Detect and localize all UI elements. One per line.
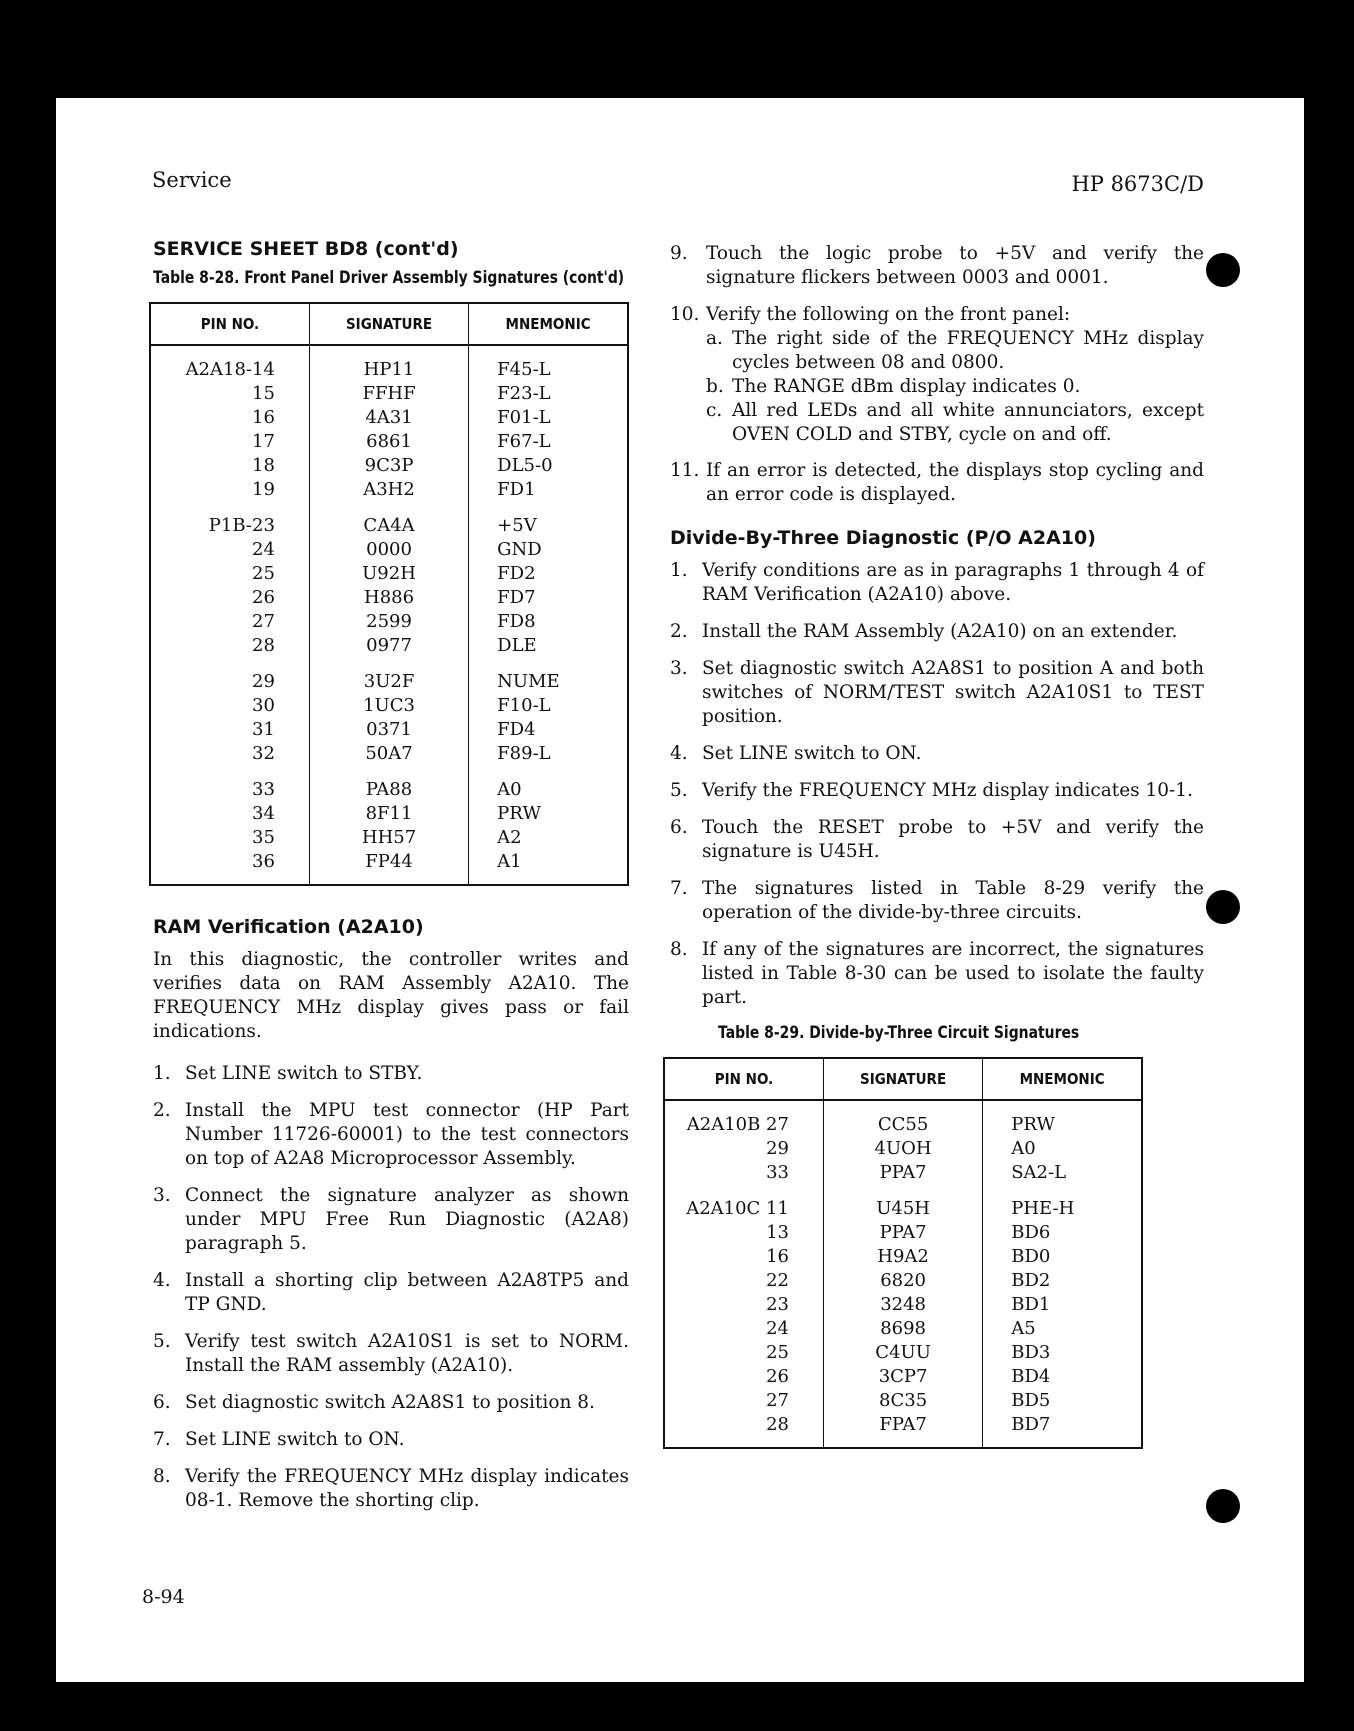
list-item: 1. Set LINE switch to STBY. xyxy=(153,1063,423,1084)
signature-cell: 2599 xyxy=(309,610,468,634)
pin-cell: 33 xyxy=(664,1161,823,1185)
signature-cell: 0977 xyxy=(309,634,468,658)
list-item: 9. Touch the logic probe to +5V and verify the signature flickers between 0003 and 0001. xyxy=(670,243,1204,288)
signature-cell: FFHF xyxy=(309,382,468,406)
signature-cell: U45H xyxy=(823,1197,982,1221)
pin-cell: 24 xyxy=(664,1317,823,1341)
list-item: 8. If any of the signatures are incorrect, the signatures listed in Table 8-30 can be used to isolate the faulty part. xyxy=(670,939,1204,1008)
pin-cell: 31 xyxy=(150,718,309,742)
pin-cell: 18 xyxy=(150,454,309,478)
signature-cell: 9C3P xyxy=(309,454,468,478)
punch-hole-mark xyxy=(1206,890,1240,924)
mnemonic-cell: F10-L xyxy=(497,695,551,716)
signature-cell: 6861 xyxy=(309,430,468,454)
mnemonic-cell: BD4 xyxy=(1011,1366,1051,1387)
list-item: 5. Verify test switch A2A10S1 is set to NORM. Install the RAM assembly (A2A10). xyxy=(153,1331,629,1376)
mnemonic-cell: +5V xyxy=(497,515,537,536)
table-row xyxy=(664,1317,1142,1341)
list-item: 10. Verify the following on the front panel: a. The right side of the FREQUENCY MHz display cycles between 08 and 0800. b. The RANGE dBm display indicates 0. c. All red LEDs and all white annunciators, except OVEN COLD and STBY, cycle on and off. xyxy=(670,304,1204,445)
list-item: 4. Set LINE switch to ON. xyxy=(670,743,922,764)
list-item: 1. Verify conditions are as in paragraphs 1 through 4 of RAM Verification (A2A10) above. xyxy=(670,560,1204,605)
mnemonic-cell: BD2 xyxy=(1011,1270,1051,1291)
table-row xyxy=(150,610,628,634)
divide-by-three-title: Divide-By-Three Diagnostic (P/O A2A10) xyxy=(670,527,1096,549)
col-header-signature: SIGNATURE xyxy=(309,303,468,345)
signature-cell: 3U2F xyxy=(309,670,468,694)
table-row xyxy=(664,1413,1142,1448)
ram-intro-paragraph: In this diagnostic, the controller writes and verifies data on RAM Assembly A2A10. The FREQUENCY MHz display gives pass or fail indications. xyxy=(153,949,629,1042)
table-row xyxy=(150,826,628,850)
table-row xyxy=(150,382,628,406)
list-item: 6. Set diagnostic switch A2A8S1 to position 8. xyxy=(153,1392,595,1413)
signature-cell: CA4A xyxy=(309,514,468,538)
signature-cell: U92H xyxy=(309,562,468,586)
list-item: 4. Install a shorting clip between A2A8TP5 and TP GND. xyxy=(153,1270,629,1315)
pin-cell: 15 xyxy=(150,382,309,406)
pin-cell: 32 xyxy=(150,742,309,766)
col-header-pin: PIN NO. xyxy=(664,1058,823,1100)
mnemonic-cell: FD4 xyxy=(497,719,536,740)
list-item: 11. If an error is detected, the displays stop cycling and an error code is displayed. xyxy=(670,460,1204,505)
page-number: 8-94 xyxy=(142,1586,185,1608)
table-row xyxy=(150,430,628,454)
table-8-29-caption: Table 8-29. Divide-by-Three Circuit Signatures xyxy=(718,1023,1080,1043)
pin-cell: A2A10C 11 xyxy=(664,1197,823,1221)
mnemonic-cell: A2 xyxy=(497,827,522,848)
step-10-sub-list xyxy=(706,327,1204,447)
col-header-mnemonic: MNEMONIC xyxy=(469,303,628,345)
pin-cell: P1B-23 xyxy=(150,514,309,538)
table-8-29 xyxy=(663,1057,1143,1449)
mnemonic-cell: A5 xyxy=(1011,1318,1036,1339)
pin-cell: 23 xyxy=(664,1293,823,1317)
pin-cell: 25 xyxy=(664,1341,823,1365)
signature-cell: 1UC3 xyxy=(309,694,468,718)
mnemonic-cell: FD1 xyxy=(497,479,536,500)
table-row xyxy=(664,1269,1142,1293)
mnemonic-cell: A1 xyxy=(497,851,522,872)
table-row xyxy=(150,478,628,502)
table-row xyxy=(664,1221,1142,1245)
table-row xyxy=(150,345,628,382)
pin-cell: 25 xyxy=(150,562,309,586)
signature-cell: PPA7 xyxy=(823,1221,982,1245)
col-header-signature: SIGNATURE xyxy=(823,1058,982,1100)
pin-cell: 24 xyxy=(150,538,309,562)
sub-item: b. The RANGE dBm display indicates 0. xyxy=(706,376,1081,397)
pin-cell: 27 xyxy=(664,1389,823,1413)
header-model: HP 8673C/D xyxy=(1071,172,1204,196)
signature-cell: 3248 xyxy=(823,1293,982,1317)
table-row xyxy=(664,1161,1142,1185)
signature-cell: 4UOH xyxy=(823,1137,982,1161)
pin-cell: 19 xyxy=(150,478,309,502)
row-spacer xyxy=(150,658,628,670)
mnemonic-cell: FD7 xyxy=(497,587,536,608)
table-row xyxy=(150,454,628,478)
pin-cell: 30 xyxy=(150,694,309,718)
signature-cell: 8698 xyxy=(823,1317,982,1341)
pin-cell: 26 xyxy=(150,586,309,610)
table-row xyxy=(150,850,628,885)
table-row xyxy=(150,670,628,694)
signature-cell: 50A7 xyxy=(309,742,468,766)
pin-cell: 22 xyxy=(664,1269,823,1293)
pin-cell: 34 xyxy=(150,802,309,826)
table-8-28-caption: Table 8-28. Front Panel Driver Assembly Signatures (cont'd) xyxy=(153,268,625,288)
pin-cell: 17 xyxy=(150,430,309,454)
table-row xyxy=(664,1341,1142,1365)
list-item: 3. Set diagnostic switch A2A8S1 to position A and both switches of NORM/TEST switch A2A10S1 to TEST position. xyxy=(670,658,1204,727)
sub-item: a. The right side of the FREQUENCY MHz display cycles between 08 and 0800. xyxy=(706,328,1204,373)
signature-cell: CC55 xyxy=(823,1100,982,1137)
list-item: 5. Verify the FREQUENCY MHz display indicates 10-1. xyxy=(670,780,1193,801)
mnemonic-cell: NUME xyxy=(497,671,560,692)
table-row xyxy=(150,802,628,826)
pin-cell: 27 xyxy=(150,610,309,634)
mnemonic-cell: SA2-L xyxy=(1011,1162,1067,1183)
punch-hole-mark xyxy=(1206,253,1240,287)
mnemonic-cell: FD2 xyxy=(497,563,536,584)
signature-cell: H886 xyxy=(309,586,468,610)
mnemonic-cell: DLE xyxy=(497,635,537,656)
table-8-28-body xyxy=(150,345,628,885)
signature-cell: HH57 xyxy=(309,826,468,850)
mnemonic-cell: PRW xyxy=(1011,1114,1055,1135)
list-item: 2. Install the MPU test connector (HP Part Number 11726-60001) to the test connectors on top of A2A8 Microprocessor Assembly. xyxy=(153,1100,629,1169)
list-item: 8. Verify the FREQUENCY MHz display indicates 08-1. Remove the shorting clip. xyxy=(153,1466,629,1511)
ram-steps-list xyxy=(153,1062,629,1513)
table-8-28 xyxy=(149,302,629,886)
ram-verification-title: RAM Verification (A2A10) xyxy=(153,916,424,938)
mnemonic-cell: BD3 xyxy=(1011,1342,1051,1363)
mnemonic-cell: F67-L xyxy=(497,431,551,452)
table-row xyxy=(664,1100,1142,1137)
table-row xyxy=(150,406,628,430)
row-spacer xyxy=(150,766,628,778)
table-row xyxy=(664,1365,1142,1389)
table-row xyxy=(150,742,628,766)
table-8-29-body xyxy=(664,1100,1142,1448)
mnemonic-cell: FD8 xyxy=(497,611,536,632)
table-row xyxy=(150,694,628,718)
row-spacer xyxy=(150,502,628,514)
signature-cell: PPA7 xyxy=(823,1161,982,1185)
mnemonic-cell: BD5 xyxy=(1011,1390,1051,1411)
row-spacer xyxy=(664,1185,1142,1197)
mnemonic-cell: BD7 xyxy=(1011,1414,1051,1435)
col-header-pin: PIN NO. xyxy=(150,303,309,345)
signature-cell: FPA7 xyxy=(823,1413,982,1448)
table-row xyxy=(150,514,628,538)
list-item: 2. Install the RAM Assembly (A2A10) on an extender. xyxy=(670,621,1178,642)
mnemonic-cell: BD1 xyxy=(1011,1294,1051,1315)
pin-cell: 28 xyxy=(664,1413,823,1448)
pin-cell: 29 xyxy=(664,1137,823,1161)
pin-cell: 28 xyxy=(150,634,309,658)
list-item: 7. Set LINE switch to ON. xyxy=(153,1429,405,1450)
service-sheet-title: SERVICE SHEET BD8 (cont'd) xyxy=(153,238,459,260)
table-row xyxy=(664,1245,1142,1269)
pin-cell: A2A10B 27 xyxy=(664,1100,823,1137)
pin-cell: 13 xyxy=(664,1221,823,1245)
pin-cell: 16 xyxy=(150,406,309,430)
mnemonic-cell: GND xyxy=(497,539,542,560)
signature-cell: 3CP7 xyxy=(823,1365,982,1389)
table-row xyxy=(664,1197,1142,1221)
col-header-mnemonic: MNEMONIC xyxy=(983,1058,1142,1100)
pin-cell: 16 xyxy=(664,1245,823,1269)
continued-steps-list xyxy=(670,242,1204,507)
mnemonic-cell: DL5-0 xyxy=(497,455,553,476)
table-row xyxy=(150,778,628,802)
signature-cell: H9A2 xyxy=(823,1245,982,1269)
punch-hole-mark xyxy=(1206,1489,1240,1523)
mnemonic-cell: PHE-H xyxy=(1011,1198,1075,1219)
sub-item: c. All red LEDs and all white annunciators, except OVEN COLD and STBY, cycle on and off. xyxy=(706,400,1204,445)
signature-cell: HP11 xyxy=(309,345,468,382)
signature-cell: FP44 xyxy=(309,850,468,885)
pin-cell: 29 xyxy=(150,670,309,694)
right-column xyxy=(670,242,1210,1449)
mnemonic-cell: A0 xyxy=(1011,1138,1036,1159)
mnemonic-cell: A0 xyxy=(497,779,522,800)
pin-cell: 35 xyxy=(150,826,309,850)
table-row xyxy=(664,1293,1142,1317)
signature-cell: A3H2 xyxy=(309,478,468,502)
signature-cell: PA88 xyxy=(309,778,468,802)
mnemonic-cell: F01-L xyxy=(497,407,551,428)
list-item: 3. Connect the signature analyzer as shown under MPU Free Run Diagnostic (A2A8) paragraph 5. xyxy=(153,1185,629,1254)
pin-cell: A2A18-14 xyxy=(150,345,309,382)
mnemonic-cell: F23-L xyxy=(497,383,551,404)
signature-cell: 4A31 xyxy=(309,406,468,430)
signature-cell: C4UU xyxy=(823,1341,982,1365)
signature-cell: 6820 xyxy=(823,1269,982,1293)
left-column xyxy=(146,238,629,1526)
list-item: 7. The signatures listed in Table 8-29 verify the operation of the divide-by-three circuits. xyxy=(670,878,1204,923)
divide-steps-list xyxy=(670,559,1204,1010)
table-row xyxy=(150,718,628,742)
table-row xyxy=(150,634,628,658)
header-section: Service xyxy=(152,168,232,192)
mnemonic-cell: BD0 xyxy=(1011,1246,1051,1267)
pin-cell: 26 xyxy=(664,1365,823,1389)
table-row xyxy=(664,1389,1142,1413)
signature-cell: 8C35 xyxy=(823,1389,982,1413)
signature-cell: 0371 xyxy=(309,718,468,742)
mnemonic-cell: BD6 xyxy=(1011,1222,1051,1243)
table-row xyxy=(150,562,628,586)
table-row xyxy=(150,538,628,562)
mnemonic-cell: PRW xyxy=(497,803,541,824)
list-item: 6. Touch the RESET probe to +5V and verify the signature is U45H. xyxy=(670,817,1204,862)
document-page xyxy=(56,98,1304,1682)
signature-cell: 8F11 xyxy=(309,802,468,826)
mnemonic-cell: F89-L xyxy=(497,743,551,764)
table-row xyxy=(664,1137,1142,1161)
signature-cell: 0000 xyxy=(309,538,468,562)
pin-cell: 33 xyxy=(150,778,309,802)
pin-cell: 36 xyxy=(150,850,309,885)
mnemonic-cell: F45-L xyxy=(497,359,551,380)
table-row xyxy=(150,586,628,610)
